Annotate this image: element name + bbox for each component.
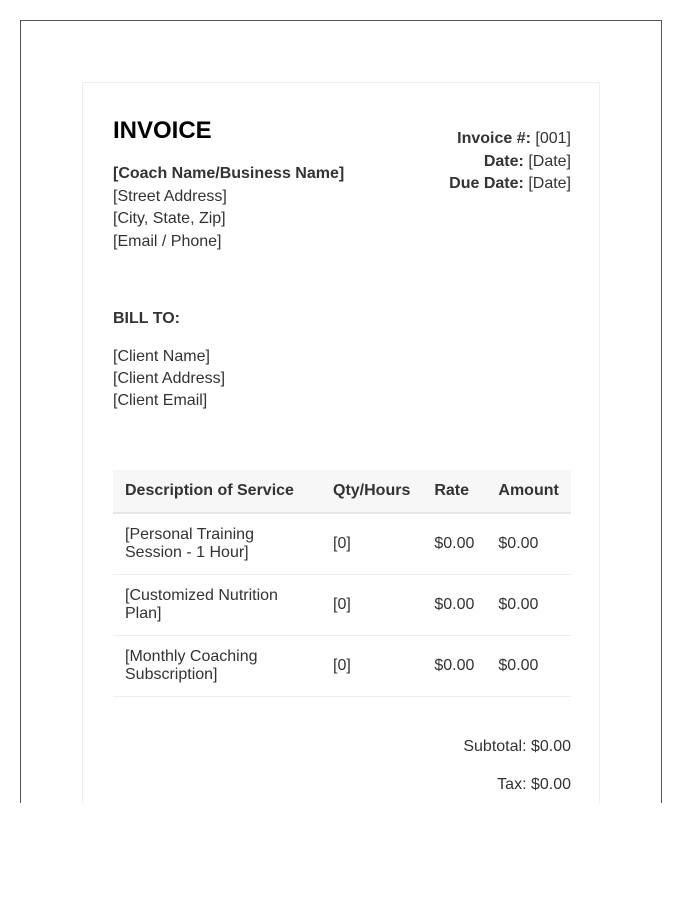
sender-business-name: [Coach Name/Business Name]: [113, 165, 345, 182]
table-header-row: [113, 470, 571, 513]
invoice-card: [82, 82, 600, 803]
service-rate: $0.00: [422, 575, 486, 636]
due-date-label: Due Date:: [449, 175, 524, 192]
invoice-number-row: [449, 128, 571, 151]
subtotal: Subtotal: $0.00: [463, 738, 571, 755]
service-amount: $0.00: [486, 636, 571, 697]
service-qty: [0]: [321, 575, 422, 636]
sender-block: [113, 163, 344, 253]
sender-contact: [Email / Phone]: [113, 232, 222, 250]
client-name: [Client Name]: [113, 348, 210, 365]
invoice-date-value: [Date]: [528, 152, 571, 170]
invoice-number-label: Invoice #:: [457, 130, 531, 147]
bill-to-block: [113, 346, 225, 412]
bill-to-heading: BILL TO:: [113, 310, 180, 327]
service-rate: $0.00: [422, 636, 486, 697]
service-amount: $0.00: [486, 513, 571, 575]
invoice-date-row: [449, 151, 571, 174]
service-rate: $0.00: [422, 513, 486, 575]
document-page: [20, 20, 662, 803]
service-description: [Personal Training Session - 1 Hour]: [113, 513, 321, 575]
totals-block: [463, 738, 571, 803]
client-address: [Client Address]: [113, 370, 226, 387]
services-table: [113, 470, 571, 697]
table-row: [113, 513, 571, 575]
table-row: [113, 636, 571, 697]
client-email: [Client Email]: [113, 392, 208, 409]
due-date-row: [449, 173, 571, 196]
sender-city: [City, State, Zip]: [113, 210, 226, 227]
service-qty: [0]: [321, 636, 422, 697]
invoice-number-value: [001]: [535, 130, 571, 147]
table-row: [113, 575, 571, 636]
service-description: [Customized Nutrition Plan]: [113, 575, 321, 636]
column-header-amount: Amount: [486, 470, 571, 513]
service-description: [Monthly Coaching Subscription]: [113, 636, 321, 697]
service-amount: $0.00: [486, 575, 571, 636]
sender-street: [Street Address]: [113, 187, 227, 205]
column-header-rate: Rate: [422, 470, 486, 513]
invoice-date-label: Date:: [483, 152, 524, 170]
service-qty: [0]: [321, 513, 422, 575]
invoice-title: INVOICE: [113, 117, 212, 144]
invoice-meta: [449, 128, 571, 196]
column-header-description: Description of Service: [113, 470, 321, 513]
column-header-qty: Qty/Hours: [321, 470, 422, 513]
due-date-value: [Date]: [528, 175, 571, 192]
tax: Tax: $0.00: [497, 776, 571, 793]
